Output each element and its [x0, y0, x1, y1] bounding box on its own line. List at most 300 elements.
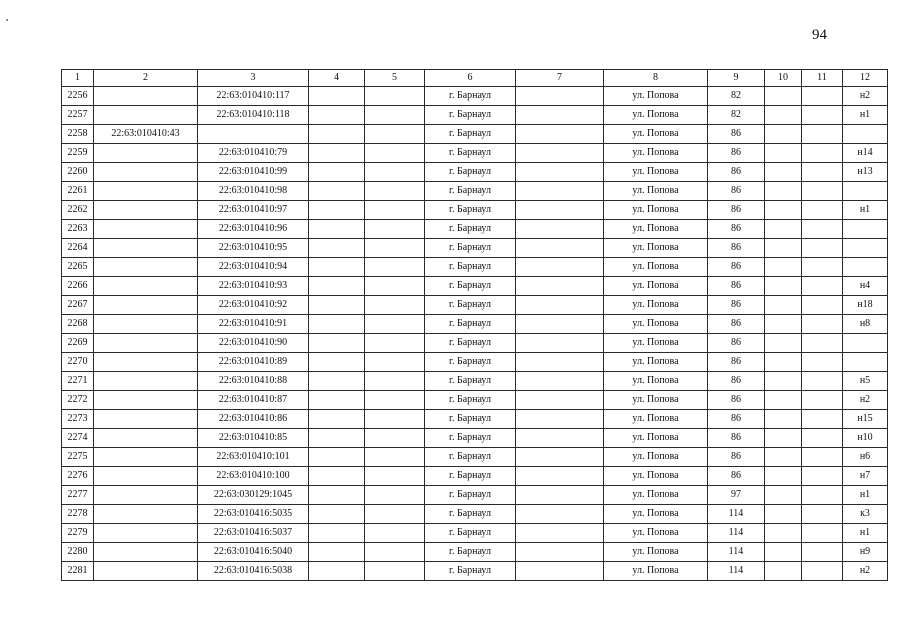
cell-row-number: 2257 — [62, 106, 94, 125]
cell-col-10 — [765, 296, 802, 315]
cell-house-number: 86 — [708, 258, 765, 277]
cell-cadastral-number-2 — [94, 315, 198, 334]
cell-premises-note: н1 — [843, 486, 888, 505]
cell-cadastral-number-2 — [94, 334, 198, 353]
cell-col-5 — [365, 315, 425, 334]
cell-city: г. Барнаул — [425, 372, 516, 391]
cell-street: ул. Попова — [604, 258, 708, 277]
cell-cadastral-number-3: 22:63:010410:90 — [198, 334, 309, 353]
cell-col-5 — [365, 524, 425, 543]
cell-col-4 — [309, 410, 365, 429]
cell-cadastral-number-3: 22:63:010410:93 — [198, 277, 309, 296]
cell-city: г. Барнаул — [425, 220, 516, 239]
cell-col-4 — [309, 125, 365, 144]
cell-cadastral-number-2 — [94, 524, 198, 543]
cell-col-4 — [309, 87, 365, 106]
scan-speck — [6, 19, 8, 21]
cell-city: г. Барнаул — [425, 144, 516, 163]
column-header-7: 7 — [516, 70, 604, 87]
table-row — [62, 277, 888, 296]
cell-col-10 — [765, 106, 802, 125]
table-row — [62, 429, 888, 448]
cell-col-5 — [365, 125, 425, 144]
cell-premises-note: н2 — [843, 87, 888, 106]
table-row — [62, 543, 888, 562]
cell-row-number: 2274 — [62, 429, 94, 448]
cell-col-10 — [765, 87, 802, 106]
page-number: 94 — [812, 27, 827, 43]
cell-col-5 — [365, 543, 425, 562]
cell-col-4 — [309, 505, 365, 524]
table-header-row — [62, 70, 888, 87]
cell-city: г. Барнаул — [425, 486, 516, 505]
cell-col-10 — [765, 467, 802, 486]
cell-col-11 — [802, 486, 843, 505]
cell-col-10 — [765, 505, 802, 524]
cell-col-11 — [802, 277, 843, 296]
cell-city: г. Барнаул — [425, 353, 516, 372]
cell-cadastral-number-2 — [94, 486, 198, 505]
cell-cadastral-number-3: 22:63:010416:5038 — [198, 562, 309, 581]
cell-premises-note — [843, 258, 888, 277]
cell-col-7 — [516, 486, 604, 505]
cell-cadastral-number-3 — [198, 125, 309, 144]
cell-cadastral-number-2 — [94, 87, 198, 106]
cell-street: ул. Попова — [604, 391, 708, 410]
table-row — [62, 315, 888, 334]
cell-col-11 — [802, 353, 843, 372]
cell-col-5 — [365, 410, 425, 429]
cell-cadastral-number-2: 22:63:010410:43 — [94, 125, 198, 144]
cell-row-number: 2278 — [62, 505, 94, 524]
cell-city: г. Барнаул — [425, 296, 516, 315]
cell-house-number: 86 — [708, 410, 765, 429]
cell-col-7 — [516, 543, 604, 562]
cell-premises-note: н7 — [843, 467, 888, 486]
cell-col-4 — [309, 182, 365, 201]
cell-col-4 — [309, 296, 365, 315]
column-header-11: 11 — [802, 70, 843, 87]
cell-house-number: 86 — [708, 144, 765, 163]
table-row — [62, 87, 888, 106]
cell-row-number: 2277 — [62, 486, 94, 505]
cell-cadastral-number-2 — [94, 448, 198, 467]
cell-cadastral-number-3: 22:63:010410:91 — [198, 315, 309, 334]
cell-col-7 — [516, 505, 604, 524]
cell-col-10 — [765, 277, 802, 296]
cell-col-7 — [516, 220, 604, 239]
cell-col-5 — [365, 277, 425, 296]
cell-city: г. Барнаул — [425, 524, 516, 543]
cell-col-11 — [802, 239, 843, 258]
table-row — [62, 562, 888, 581]
cell-col-11 — [802, 87, 843, 106]
cell-premises-note — [843, 334, 888, 353]
table-row — [62, 353, 888, 372]
cell-city: г. Барнаул — [425, 505, 516, 524]
cell-col-4 — [309, 486, 365, 505]
cell-col-10 — [765, 220, 802, 239]
cell-cadastral-number-2 — [94, 106, 198, 125]
cell-cadastral-number-2 — [94, 562, 198, 581]
cell-cadastral-number-2 — [94, 467, 198, 486]
cell-col-10 — [765, 239, 802, 258]
cell-col-7 — [516, 125, 604, 144]
table-row — [62, 296, 888, 315]
cell-row-number: 2281 — [62, 562, 94, 581]
column-header-5: 5 — [365, 70, 425, 87]
cell-row-number: 2280 — [62, 543, 94, 562]
cell-city: г. Барнаул — [425, 315, 516, 334]
table-row — [62, 410, 888, 429]
cell-house-number: 86 — [708, 353, 765, 372]
cell-col-7 — [516, 87, 604, 106]
cell-col-5 — [365, 467, 425, 486]
cell-col-10 — [765, 524, 802, 543]
cell-col-7 — [516, 467, 604, 486]
cell-street: ул. Попова — [604, 448, 708, 467]
cell-col-4 — [309, 391, 365, 410]
cell-cadastral-number-2 — [94, 277, 198, 296]
cell-house-number: 86 — [708, 448, 765, 467]
cell-street: ул. Попова — [604, 353, 708, 372]
cell-cadastral-number-3: 22:63:010410:100 — [198, 467, 309, 486]
cell-street: ул. Попова — [604, 467, 708, 486]
cell-street: ул. Попова — [604, 125, 708, 144]
cell-col-10 — [765, 201, 802, 220]
cell-col-10 — [765, 486, 802, 505]
cell-col-7 — [516, 524, 604, 543]
cell-cadastral-number-2 — [94, 429, 198, 448]
table-row — [62, 448, 888, 467]
cell-street: ул. Попова — [604, 543, 708, 562]
cell-house-number: 97 — [708, 486, 765, 505]
cell-street: ул. Попова — [604, 239, 708, 258]
cell-city: г. Барнаул — [425, 106, 516, 125]
cell-house-number: 86 — [708, 277, 765, 296]
cell-street: ул. Попова — [604, 106, 708, 125]
cell-house-number: 82 — [708, 87, 765, 106]
cell-house-number: 86 — [708, 296, 765, 315]
cell-house-number: 86 — [708, 372, 765, 391]
cell-street: ул. Попова — [604, 144, 708, 163]
cell-street: ул. Попова — [604, 201, 708, 220]
cell-cadastral-number-2 — [94, 296, 198, 315]
cell-house-number: 86 — [708, 125, 765, 144]
cell-col-11 — [802, 315, 843, 334]
cell-col-5 — [365, 87, 425, 106]
cell-col-7 — [516, 239, 604, 258]
cell-cadastral-number-3: 22:63:010410:94 — [198, 258, 309, 277]
cell-col-5 — [365, 353, 425, 372]
cell-col-4 — [309, 163, 365, 182]
cell-col-11 — [802, 220, 843, 239]
cell-col-10 — [765, 258, 802, 277]
table-row — [62, 334, 888, 353]
cell-col-5 — [365, 372, 425, 391]
cell-col-4 — [309, 258, 365, 277]
cell-premises-note: н4 — [843, 277, 888, 296]
cell-cadastral-number-2 — [94, 163, 198, 182]
cell-street: ул. Попова — [604, 182, 708, 201]
cell-col-11 — [802, 182, 843, 201]
cell-col-5 — [365, 296, 425, 315]
cell-premises-note: н14 — [843, 144, 888, 163]
cell-row-number: 2262 — [62, 201, 94, 220]
cell-premises-note: н1 — [843, 524, 888, 543]
cell-street: ул. Попова — [604, 87, 708, 106]
cell-col-4 — [309, 315, 365, 334]
cell-cadastral-number-2 — [94, 182, 198, 201]
cell-col-7 — [516, 353, 604, 372]
table-row — [62, 125, 888, 144]
table-row — [62, 505, 888, 524]
cell-city: г. Барнаул — [425, 562, 516, 581]
cell-cadastral-number-2 — [94, 410, 198, 429]
cell-col-5 — [365, 505, 425, 524]
cell-cadastral-number-3: 22:63:010410:96 — [198, 220, 309, 239]
cell-row-number: 2261 — [62, 182, 94, 201]
table-row — [62, 144, 888, 163]
cell-col-11 — [802, 410, 843, 429]
cell-premises-note — [843, 182, 888, 201]
cell-col-11 — [802, 543, 843, 562]
cell-city: г. Барнаул — [425, 87, 516, 106]
cell-cadastral-number-3: 22:63:010410:98 — [198, 182, 309, 201]
cell-cadastral-number-3: 22:63:030129:1045 — [198, 486, 309, 505]
cell-row-number: 2264 — [62, 239, 94, 258]
cell-col-10 — [765, 448, 802, 467]
column-header-9: 9 — [708, 70, 765, 87]
cell-cadastral-number-2 — [94, 543, 198, 562]
cell-col-4 — [309, 524, 365, 543]
cell-cadastral-number-2 — [94, 258, 198, 277]
cell-row-number: 2270 — [62, 353, 94, 372]
cell-col-11 — [802, 163, 843, 182]
cell-cadastral-number-3: 22:63:010410:99 — [198, 163, 309, 182]
table-row — [62, 372, 888, 391]
cell-col-7 — [516, 391, 604, 410]
cell-cadastral-number-3: 22:63:010416:5037 — [198, 524, 309, 543]
cell-col-10 — [765, 125, 802, 144]
cell-cadastral-number-3: 22:63:010410:79 — [198, 144, 309, 163]
cell-house-number: 86 — [708, 315, 765, 334]
cell-cadastral-number-3: 22:63:010410:86 — [198, 410, 309, 429]
column-header-4: 4 — [309, 70, 365, 87]
cell-street: ул. Попова — [604, 505, 708, 524]
cell-house-number: 86 — [708, 220, 765, 239]
table-row — [62, 258, 888, 277]
cell-city: г. Барнаул — [425, 258, 516, 277]
cell-col-10 — [765, 562, 802, 581]
cell-row-number: 2260 — [62, 163, 94, 182]
cell-row-number: 2259 — [62, 144, 94, 163]
cell-row-number: 2276 — [62, 467, 94, 486]
cell-col-10 — [765, 543, 802, 562]
cell-cadastral-number-3: 22:63:010416:5040 — [198, 543, 309, 562]
cell-col-7 — [516, 410, 604, 429]
cell-col-7 — [516, 429, 604, 448]
cell-street: ул. Попова — [604, 410, 708, 429]
table-row — [62, 239, 888, 258]
cell-col-5 — [365, 448, 425, 467]
cell-col-4 — [309, 144, 365, 163]
cell-col-10 — [765, 182, 802, 201]
cell-house-number: 114 — [708, 562, 765, 581]
cell-col-11 — [802, 201, 843, 220]
cell-col-5 — [365, 239, 425, 258]
cell-col-10 — [765, 410, 802, 429]
cell-row-number: 2267 — [62, 296, 94, 315]
cell-premises-note — [843, 353, 888, 372]
cell-col-5 — [365, 562, 425, 581]
cell-street: ул. Попова — [604, 315, 708, 334]
cell-premises-note: н2 — [843, 391, 888, 410]
cell-city: г. Барнаул — [425, 125, 516, 144]
cell-col-11 — [802, 467, 843, 486]
cell-col-5 — [365, 220, 425, 239]
cell-col-7 — [516, 182, 604, 201]
cell-col-7 — [516, 334, 604, 353]
cell-cadastral-number-2 — [94, 353, 198, 372]
column-header-3: 3 — [198, 70, 309, 87]
cell-premises-note: н13 — [843, 163, 888, 182]
cell-col-4 — [309, 277, 365, 296]
cell-house-number: 86 — [708, 239, 765, 258]
cell-premises-note: н1 — [843, 201, 888, 220]
cell-col-7 — [516, 106, 604, 125]
cell-col-5 — [365, 391, 425, 410]
cell-premises-note: н1 — [843, 106, 888, 125]
cell-premises-note: н6 — [843, 448, 888, 467]
cell-cadastral-number-3: 22:63:010410:87 — [198, 391, 309, 410]
cell-col-4 — [309, 467, 365, 486]
cell-col-4 — [309, 543, 365, 562]
cell-col-10 — [765, 163, 802, 182]
cell-cadastral-number-3: 22:63:010410:101 — [198, 448, 309, 467]
cell-premises-note: н2 — [843, 562, 888, 581]
cell-col-11 — [802, 448, 843, 467]
cell-col-10 — [765, 391, 802, 410]
cell-col-5 — [365, 334, 425, 353]
column-header-10: 10 — [765, 70, 802, 87]
cell-row-number: 2279 — [62, 524, 94, 543]
cell-col-7 — [516, 562, 604, 581]
table-row — [62, 182, 888, 201]
cell-col-4 — [309, 106, 365, 125]
cell-premises-note: н8 — [843, 315, 888, 334]
cell-city: г. Барнаул — [425, 410, 516, 429]
cell-col-4 — [309, 353, 365, 372]
cell-col-4 — [309, 372, 365, 391]
cell-cadastral-number-3: 22:63:010410:92 — [198, 296, 309, 315]
cell-premises-note: н10 — [843, 429, 888, 448]
cell-cadastral-number-2 — [94, 201, 198, 220]
cell-col-10 — [765, 144, 802, 163]
cell-premises-note: к3 — [843, 505, 888, 524]
cell-cadastral-number-2 — [94, 239, 198, 258]
cell-col-11 — [802, 258, 843, 277]
cell-row-number: 2265 — [62, 258, 94, 277]
column-header-1: 1 — [62, 70, 94, 87]
cell-house-number: 114 — [708, 524, 765, 543]
cell-col-4 — [309, 429, 365, 448]
cell-premises-note: н15 — [843, 410, 888, 429]
table-body — [62, 87, 888, 581]
cell-col-4 — [309, 201, 365, 220]
cell-col-7 — [516, 163, 604, 182]
cell-house-number: 82 — [708, 106, 765, 125]
cell-house-number: 86 — [708, 334, 765, 353]
table-row — [62, 467, 888, 486]
cell-col-7 — [516, 258, 604, 277]
table-row — [62, 201, 888, 220]
table-row — [62, 391, 888, 410]
cell-col-4 — [309, 239, 365, 258]
cell-col-5 — [365, 486, 425, 505]
cell-city: г. Барнаул — [425, 448, 516, 467]
cell-cadastral-number-3: 22:63:010410:117 — [198, 87, 309, 106]
cell-premises-note — [843, 220, 888, 239]
cell-col-7 — [516, 201, 604, 220]
cell-city: г. Барнаул — [425, 543, 516, 562]
cell-col-11 — [802, 106, 843, 125]
cell-premises-note — [843, 125, 888, 144]
cell-city: г. Барнаул — [425, 201, 516, 220]
cell-cadastral-number-2 — [94, 372, 198, 391]
cell-col-11 — [802, 372, 843, 391]
cell-row-number: 2266 — [62, 277, 94, 296]
cell-cadastral-number-3: 22:63:010410:95 — [198, 239, 309, 258]
cell-col-4 — [309, 220, 365, 239]
cell-street: ул. Попова — [604, 220, 708, 239]
cell-premises-note: н9 — [843, 543, 888, 562]
cell-street: ул. Попова — [604, 486, 708, 505]
cell-col-4 — [309, 334, 365, 353]
cell-street: ул. Попова — [604, 163, 708, 182]
table-row — [62, 106, 888, 125]
cell-cadastral-number-3: 22:63:010410:88 — [198, 372, 309, 391]
cell-cadastral-number-2 — [94, 220, 198, 239]
cell-row-number: 2268 — [62, 315, 94, 334]
cell-col-5 — [365, 429, 425, 448]
cell-city: г. Барнаул — [425, 467, 516, 486]
cell-cadastral-number-2 — [94, 505, 198, 524]
cell-col-5 — [365, 144, 425, 163]
cell-col-11 — [802, 391, 843, 410]
cell-col-11 — [802, 505, 843, 524]
cell-street: ул. Попова — [604, 334, 708, 353]
cell-col-10 — [765, 429, 802, 448]
table-row — [62, 486, 888, 505]
cell-col-7 — [516, 144, 604, 163]
cell-col-11 — [802, 334, 843, 353]
cell-premises-note: н18 — [843, 296, 888, 315]
cell-col-7 — [516, 277, 604, 296]
cell-col-10 — [765, 315, 802, 334]
column-header-2: 2 — [94, 70, 198, 87]
cell-col-7 — [516, 315, 604, 334]
registry-table — [61, 69, 888, 581]
cell-col-5 — [365, 182, 425, 201]
cell-col-5 — [365, 163, 425, 182]
cell-col-11 — [802, 524, 843, 543]
cell-premises-note — [843, 239, 888, 258]
cell-col-4 — [309, 562, 365, 581]
cell-cadastral-number-3: 22:63:010410:118 — [198, 106, 309, 125]
cell-house-number: 86 — [708, 182, 765, 201]
cell-col-5 — [365, 258, 425, 277]
